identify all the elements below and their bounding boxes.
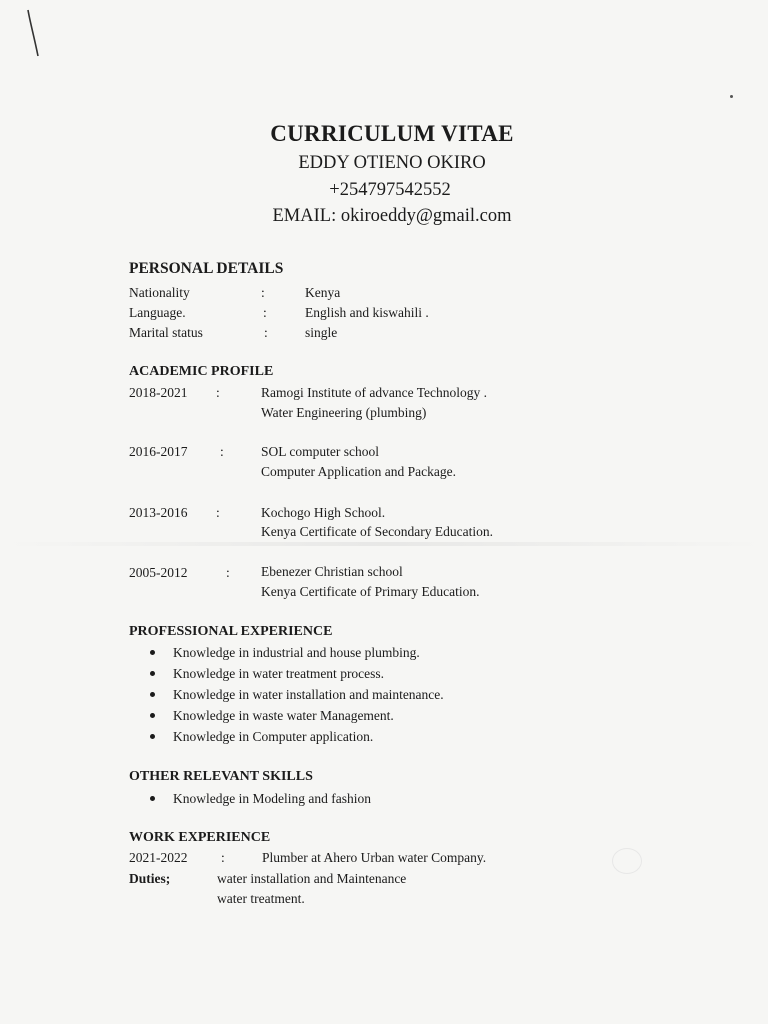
personal-value: Kenya <box>305 285 341 300</box>
list-item-text: Knowledge in water treatment process. <box>173 666 385 681</box>
duties-label: Duties; <box>129 871 171 886</box>
list-item-text: Knowledge in Computer application. <box>173 729 374 744</box>
list-item <box>149 684 444 705</box>
personal-separator: : <box>263 305 267 320</box>
academic-separator: : <box>216 505 220 520</box>
bullet-icon <box>150 650 155 655</box>
applicant-phone: +254797542552 <box>329 180 451 200</box>
academic-profile-heading: ACADEMIC PROFILE <box>129 364 274 379</box>
academic-separator: : <box>216 385 220 400</box>
list-item <box>149 642 444 663</box>
work-separator: : <box>221 850 225 865</box>
bullet-icon <box>150 692 155 697</box>
personal-value: single <box>305 325 338 340</box>
academic-years: 2005-2012 <box>129 565 188 580</box>
work-years: 2021-2022 <box>129 850 188 865</box>
other-skills-heading: OTHER RELEVANT SKILLS <box>129 769 313 784</box>
academic-institution: SOL computer school <box>261 444 379 459</box>
scan-pen-mark <box>0 0 60 70</box>
bullet-icon <box>150 671 155 676</box>
duty-item: water installation and Maintenance <box>217 871 407 886</box>
academic-institution: Ramogi Institute of advance Technology . <box>261 385 487 400</box>
professional-experience-list <box>149 642 444 747</box>
list-item <box>149 705 444 726</box>
personal-value: English and kiswahili . <box>305 305 429 320</box>
bullet-icon <box>150 796 155 801</box>
other-skills-list <box>149 788 371 809</box>
personal-separator: : <box>261 285 265 300</box>
list-item-text: Knowledge in industrial and house plumbing. <box>173 645 420 660</box>
list-item-text: Knowledge in Modeling and fashion <box>173 791 371 806</box>
duty-item: water treatment. <box>217 891 305 906</box>
list-item-text: Knowledge in water installation and maintenance. <box>173 687 444 702</box>
list-item <box>149 788 371 809</box>
list-item <box>149 726 444 747</box>
applicant-name: EDDY OTIENO OKIRO <box>298 153 486 173</box>
professional-experience-heading: PROFESSIONAL EXPERIENCE <box>129 624 333 639</box>
bullet-icon <box>150 713 155 718</box>
academic-qualification: Computer Application and Package. <box>261 464 456 479</box>
scan-streak <box>0 542 768 546</box>
scan-speck <box>730 95 733 98</box>
applicant-email: EMAIL: okiroeddy@gmail.com <box>272 206 512 226</box>
academic-qualification: Kenya Certificate of Primary Education. <box>261 584 480 599</box>
personal-separator: : <box>264 325 268 340</box>
personal-details-heading: PERSONAL DETAILS <box>129 260 284 277</box>
cv-title: CURRICULUM VITAE <box>270 121 514 146</box>
list-item-text: Knowledge in waste water Management. <box>173 708 394 723</box>
list-item <box>149 663 444 684</box>
personal-label: Marital status <box>129 325 203 340</box>
academic-qualification: Kenya Certificate of Secondary Education. <box>261 524 494 539</box>
work-role: Plumber at Ahero Urban water Company. <box>262 850 487 865</box>
academic-qualification: Water Engineering (plumbing) <box>261 405 427 420</box>
academic-institution: Ebenezer Christian school <box>261 564 403 579</box>
academic-separator: : <box>220 444 224 459</box>
work-experience-heading: WORK EXPERIENCE <box>129 830 271 845</box>
academic-separator: : <box>226 565 230 580</box>
academic-years: 2016-2017 <box>129 444 188 459</box>
personal-label: Nationality <box>129 285 190 300</box>
bullet-icon <box>150 734 155 739</box>
academic-institution: Kochogo High School. <box>261 505 386 520</box>
personal-label: Language. <box>129 305 186 320</box>
academic-years: 2013-2016 <box>129 505 188 520</box>
academic-years: 2018-2021 <box>129 385 188 400</box>
scan-smudge <box>612 848 642 874</box>
